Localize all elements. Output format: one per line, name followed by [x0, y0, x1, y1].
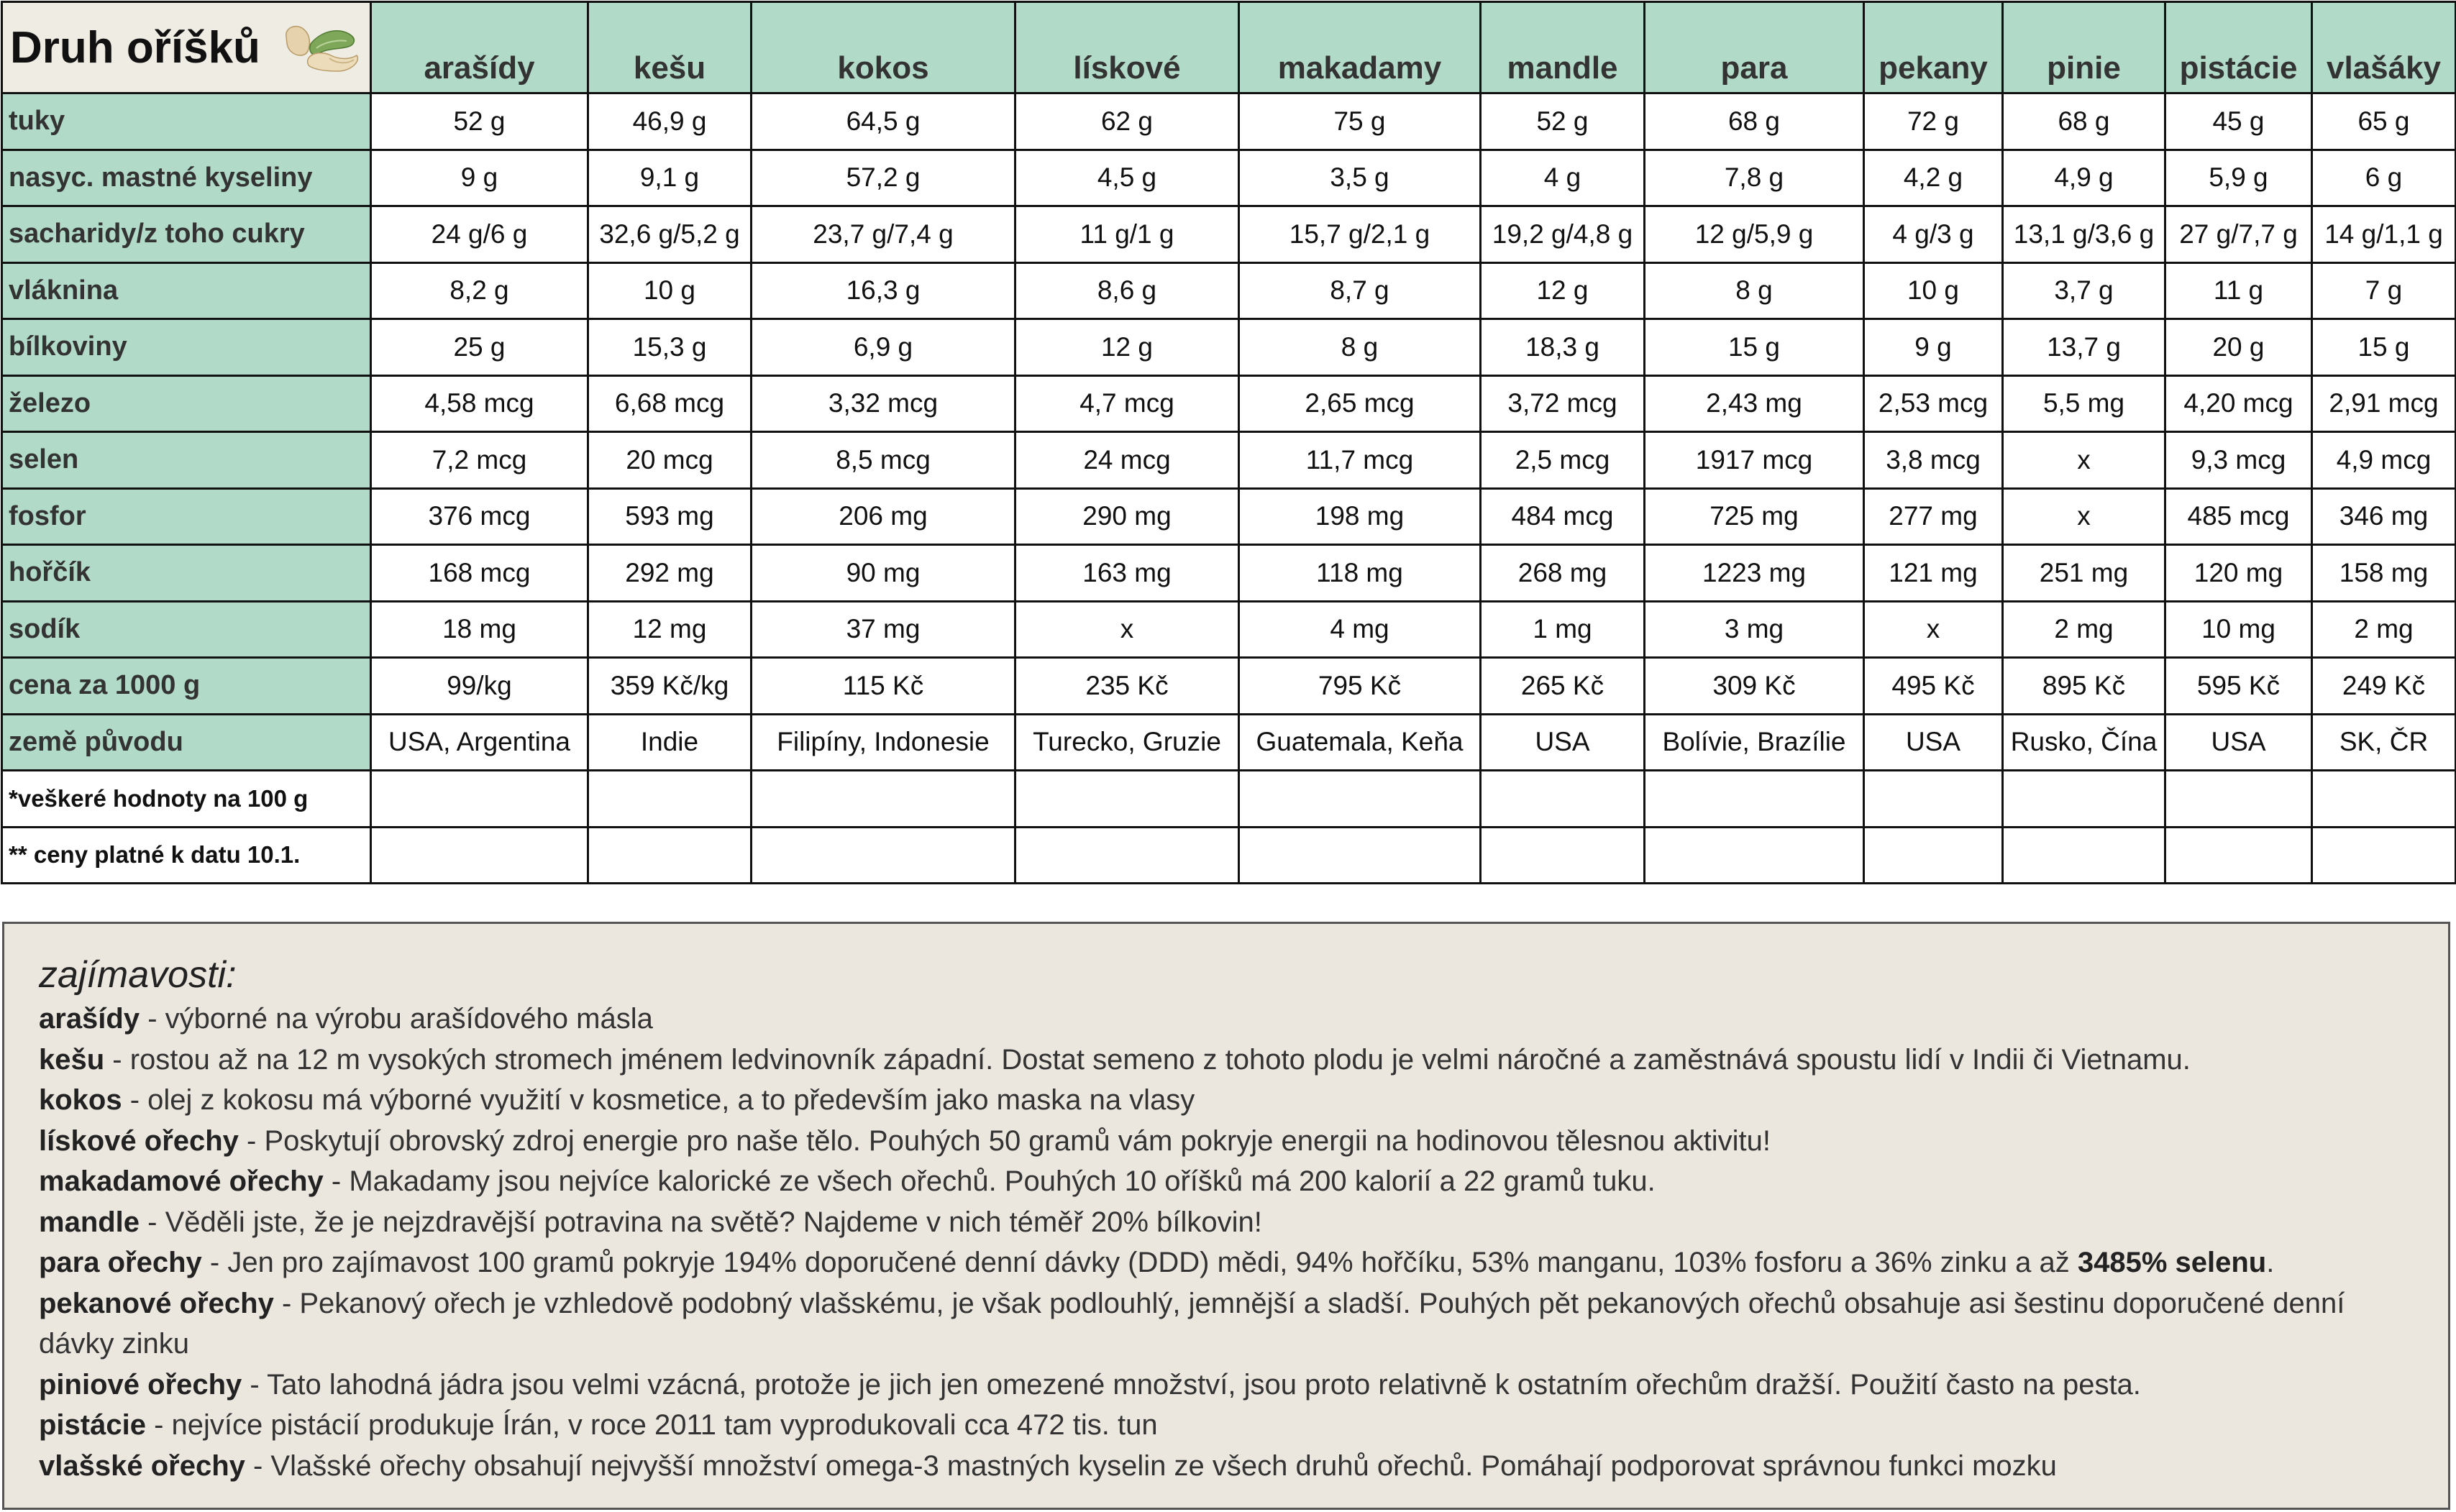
fact-text: - Věděli jste, že je nejzdravější potravina na světě? Najdeme v nich téměř 20% bílkovin! — [140, 1206, 1262, 1238]
fact-name: arašídy — [39, 1003, 140, 1035]
table-cell: 68 g — [2003, 93, 2165, 150]
table-cell: 5,9 g — [2165, 150, 2312, 206]
table-cell: 235 Kč — [1015, 658, 1239, 715]
table-cell: 18,3 g — [1481, 319, 1645, 376]
fact-item — [39, 1040, 2419, 1081]
table-cell: 115 Kč — [752, 658, 1015, 715]
table-cell: USA, Argentina — [371, 714, 588, 771]
table-cell: 163 mg — [1015, 545, 1239, 602]
table-row — [2, 262, 2456, 319]
table-cell: 45 g — [2165, 93, 2312, 150]
table-cell: 99/kg — [371, 658, 588, 715]
table-note-row — [2, 771, 2456, 828]
table-cell: 277 mg — [1864, 488, 2003, 545]
fact-name: kokos — [39, 1084, 122, 1116]
table-cell: 20 g — [2165, 319, 2312, 376]
table-cell: 485 mcg — [2165, 488, 2312, 545]
table-row — [2, 206, 2456, 263]
table-cell: 15,7 g/2,1 g — [1239, 206, 1481, 263]
table-cell: 15,3 g — [588, 319, 752, 376]
table-cell: 3 mg — [1645, 601, 1864, 658]
empty-cell — [1645, 771, 1864, 828]
table-cell: 13,1 g/3,6 g — [2003, 206, 2165, 263]
table-cell: 8 g — [1645, 262, 1864, 319]
table-row — [2, 150, 2456, 206]
table-row — [2, 432, 2456, 489]
table-cell: USA — [1481, 714, 1645, 771]
table-cell: 4 g/3 g — [1864, 206, 2003, 263]
table-cell: Bolívie, Brazílie — [1645, 714, 1864, 771]
table-row — [2, 545, 2456, 602]
table-cell: 15 g — [1645, 319, 1864, 376]
table-row — [2, 93, 2456, 150]
table-cell: 4,58 mcg — [371, 375, 588, 432]
fact-text: - nejvíce pistácií produkuje Írán, v roce 2011 tam vyprodukovali cca 472 tis. tun — [145, 1409, 1158, 1441]
fact-item — [39, 1283, 2419, 1365]
table-cell: 8 g — [1239, 319, 1481, 376]
table-cell: 593 mg — [588, 488, 752, 545]
table-cell: 2 mg — [2003, 601, 2165, 658]
fact-name: makadamové ořechy — [39, 1165, 324, 1197]
table-cell: 10 mg — [2165, 601, 2312, 658]
table-cell: 8,6 g — [1015, 262, 1239, 319]
table-cell: 4,9 mcg — [2312, 432, 2456, 489]
table-cell: 7,2 mcg — [371, 432, 588, 489]
facts-title: zajímavosti: — [39, 954, 237, 996]
row-label: sodík — [2, 601, 371, 658]
fact-name: para ořechy — [39, 1247, 202, 1278]
column-header: kešu — [588, 2, 752, 93]
fact-item — [39, 1446, 2419, 1487]
table-cell: 9,3 mcg — [2165, 432, 2312, 489]
table-cell: 1 mg — [1481, 601, 1645, 658]
empty-cell — [2165, 771, 2312, 828]
row-label: nasyc. mastné kyseliny — [2, 150, 371, 206]
fact-item — [39, 1365, 2419, 1406]
fact-item — [39, 1121, 2419, 1162]
table-cell: 895 Kč — [2003, 658, 2165, 715]
table-cell: 52 g — [1481, 93, 1645, 150]
empty-cell — [588, 771, 752, 828]
table-cell: 4,20 mcg — [2165, 375, 2312, 432]
table-cell: 4 g — [1481, 150, 1645, 206]
table-cell: 7 g — [2312, 262, 2456, 319]
table-cell: 24 mcg — [1015, 432, 1239, 489]
table-cell: 265 Kč — [1481, 658, 1645, 715]
table-cell: Turecko, Gruzie — [1015, 714, 1239, 771]
table-cell: 3,7 g — [2003, 262, 2165, 319]
table-cell: 2,65 mcg — [1239, 375, 1481, 432]
table-cell: 32,6 g/5,2 g — [588, 206, 752, 263]
table-cell: 359 Kč/kg — [588, 658, 752, 715]
table-cell: 8,5 mcg — [752, 432, 1015, 489]
empty-cell — [1015, 771, 1239, 828]
table-cell: Rusko, Čína — [2003, 714, 2165, 771]
table-cell: 2,5 mcg — [1481, 432, 1645, 489]
table-title: Druh oříšků — [10, 22, 260, 73]
empty-cell — [2165, 827, 2312, 884]
empty-cell — [752, 827, 1015, 884]
facts-list — [39, 999, 2419, 1486]
empty-cell — [1481, 771, 1645, 828]
table-cell: 25 g — [371, 319, 588, 376]
table-header-row — [2, 2, 2456, 93]
column-header: lískové — [1015, 2, 1239, 93]
table-row — [2, 319, 2456, 376]
cashew-nut-icon — [279, 15, 365, 80]
row-label: bílkoviny — [2, 319, 371, 376]
fact-text: - Jen pro zajímavost 100 gramů pokryje 194% doporučené denní dávky (DDD) mědi, 94% hořčíku, 53% manganu, 103% fosforu a 36% zinku a až — [201, 1247, 2078, 1278]
fact-text: - Poskytují obrovský zdroj energie pro naše tělo. Pouhých 50 gramů vám pokryje energii na hodinovou tělesnou aktivitu! — [238, 1124, 1771, 1157]
table-cell: Indie — [588, 714, 752, 771]
table-cell: 12 g — [1015, 319, 1239, 376]
table-cell: 27 g/7,7 g — [2165, 206, 2312, 263]
column-header: vlašáky — [2312, 2, 2456, 93]
table-cell: 376 mcg — [371, 488, 588, 545]
table-cell: Filipíny, Indonesie — [752, 714, 1015, 771]
table-cell: 3,5 g — [1239, 150, 1481, 206]
empty-cell — [2003, 771, 2165, 828]
table-cell: x — [2003, 488, 2165, 545]
empty-cell — [371, 827, 588, 884]
column-header: mandle — [1481, 2, 1645, 93]
table-cell: 24 g/6 g — [371, 206, 588, 263]
column-header: pistácie — [2165, 2, 2312, 93]
table-body — [2, 93, 2456, 884]
table-cell: 7,8 g — [1645, 150, 1864, 206]
table-row — [2, 601, 2456, 658]
table-cell: 4,2 g — [1864, 150, 2003, 206]
table-cell: 20 mcg — [588, 432, 752, 489]
column-header: arašídy — [371, 2, 588, 93]
fact-item — [39, 1161, 2419, 1202]
fact-text: - olej z kokosu má výborné využití v kosmetice, a to především jako maska na vlasy — [122, 1084, 1195, 1116]
empty-cell — [371, 771, 588, 828]
table-cell: 10 g — [588, 262, 752, 319]
table-cell: 5,5 mg — [2003, 375, 2165, 432]
table-cell: 795 Kč — [1239, 658, 1481, 715]
row-label: tuky — [2, 93, 371, 150]
fact-name: vlašské ořechy — [39, 1449, 245, 1482]
fact-text: - Pekanový ořech je vzhledově podobný vlašskému, je však podlouhlý, jemnější a sladší. Pouhých pět pekanových ořechů obsahuje asi šestinu doporučené denní dávky zinku — [39, 1287, 2345, 1360]
table-cell: 3,8 mcg — [1864, 432, 2003, 489]
table-cell: 2 mg — [2312, 601, 2456, 658]
table-cell: 309 Kč — [1645, 658, 1864, 715]
table-cell: 37 mg — [752, 601, 1015, 658]
fact-text: - výborné na výrobu arašídového másla — [140, 1003, 653, 1035]
fact-item — [39, 999, 2419, 1040]
table-cell: 9 g — [371, 150, 588, 206]
column-header: makadamy — [1239, 2, 1481, 93]
empty-cell — [588, 827, 752, 884]
table-cell: 65 g — [2312, 93, 2456, 150]
table-cell: 18 mg — [371, 601, 588, 658]
row-label: železo — [2, 375, 371, 432]
fact-name: lískové ořechy — [39, 1124, 239, 1157]
table-cell: 251 mg — [2003, 545, 2165, 602]
empty-cell — [1015, 827, 1239, 884]
table-cell: 484 mcg — [1481, 488, 1645, 545]
table-note: ** ceny platné k datu 10.1. — [2, 827, 371, 884]
table-cell: 118 mg — [1239, 545, 1481, 602]
table-cell: 4,7 mcg — [1015, 375, 1239, 432]
table-cell: 4,5 g — [1015, 150, 1239, 206]
table-cell: 158 mg — [2312, 545, 2456, 602]
table-cell: x — [2003, 432, 2165, 489]
fact-text: - Tato lahodná jádra jsou velmi vzácná, protože je jich jen omezené množství, jsou proto relativně k ostatním ořechům dražší. Použití často na pesta. — [242, 1368, 2141, 1401]
fact-text: - rostou až na 12 m vysokých stromech jménem ledvinovník západní. Dostat semeno z tohoto plodu je velmi náročné a zaměstnává spoustu lidí v Indii či Vietnamu. — [104, 1043, 2191, 1076]
table-cell: SK, ČR — [2312, 714, 2456, 771]
table-cell: 14 g/1,1 g — [2312, 206, 2456, 263]
fact-name: pistácie — [39, 1409, 146, 1441]
table-note-row — [2, 827, 2456, 884]
table-cell: 3,32 mcg — [752, 375, 1015, 432]
table-cell: 11 g/1 g — [1015, 206, 1239, 263]
row-label: vláknina — [2, 262, 371, 319]
table-cell: 12 mg — [588, 601, 752, 658]
table-cell: 268 mg — [1481, 545, 1645, 602]
fun-facts-panel — [2, 922, 2450, 1510]
table-cell: 9,1 g — [588, 150, 752, 206]
table-cell: 2,53 mcg — [1864, 375, 2003, 432]
fact-text: - Makadamy jsou nejvíce kalorické ze všech ořechů. Pouhých 10 oříšků má 200 kalorií a 22 gramů tuku. — [323, 1165, 1656, 1197]
fact-text-end: . — [2266, 1247, 2275, 1278]
empty-cell — [1239, 771, 1481, 828]
table-cell: x — [1864, 601, 2003, 658]
table-cell: 72 g — [1864, 93, 2003, 150]
table-cell: 595 Kč — [2165, 658, 2312, 715]
table-cell: 57,2 g — [752, 150, 1015, 206]
table-cell: 10 g — [1864, 262, 2003, 319]
fact-name: mandle — [39, 1206, 140, 1238]
table-cell: 249 Kč — [2312, 658, 2456, 715]
table-cell: 90 mg — [752, 545, 1015, 602]
table-corner-title — [2, 2, 371, 93]
table-cell: 6 g — [2312, 150, 2456, 206]
table-cell: 1917 mcg — [1645, 432, 1864, 489]
table-cell: 23,7 g/7,4 g — [752, 206, 1015, 263]
empty-cell — [1239, 827, 1481, 884]
table-cell: 120 mg — [2165, 545, 2312, 602]
nutrition-table — [1, 1, 2456, 884]
empty-cell — [1645, 827, 1864, 884]
table-cell: 9 g — [1864, 319, 2003, 376]
column-header: kokos — [752, 2, 1015, 93]
table-cell: 6,9 g — [752, 319, 1015, 376]
fact-text: - Vlašské ořechy obsahují nejvyšší množství omega-3 mastných kyselin ze všech druhů ořechů. Pomáhají podporovat správnou funkci mozku — [245, 1449, 2057, 1482]
table-row — [2, 714, 2456, 771]
table-cell: 2,91 mcg — [2312, 375, 2456, 432]
empty-cell — [1481, 827, 1645, 884]
table-cell: USA — [1864, 714, 2003, 771]
row-label: cena za 1000 g — [2, 658, 371, 715]
table-cell: 206 mg — [752, 488, 1015, 545]
fact-item — [39, 1080, 2419, 1121]
table-cell: 64,5 g — [752, 93, 1015, 150]
table-cell: x — [1015, 601, 1239, 658]
column-header: pinie — [2003, 2, 2165, 93]
table-cell: 3,72 mcg — [1481, 375, 1645, 432]
row-label: fosfor — [2, 488, 371, 545]
table-cell: 292 mg — [588, 545, 752, 602]
table-cell: 6,68 mcg — [588, 375, 752, 432]
table-row — [2, 658, 2456, 715]
table-cell: 168 mcg — [371, 545, 588, 602]
table-note: *veškeré hodnoty na 100 g — [2, 771, 371, 828]
table-cell: USA — [2165, 714, 2312, 771]
table-cell: 16,3 g — [752, 262, 1015, 319]
table-cell: 13,7 g — [2003, 319, 2165, 376]
table-cell: 8,7 g — [1239, 262, 1481, 319]
row-label: hořčík — [2, 545, 371, 602]
table-cell: 495 Kč — [1864, 658, 2003, 715]
empty-cell — [1864, 771, 2003, 828]
empty-cell — [752, 771, 1015, 828]
table-cell: 52 g — [371, 93, 588, 150]
empty-cell — [2003, 827, 2165, 884]
table-cell: 1223 mg — [1645, 545, 1864, 602]
column-header: pekany — [1864, 2, 2003, 93]
table-cell: 2,43 mg — [1645, 375, 1864, 432]
table-row — [2, 375, 2456, 432]
column-header: para — [1645, 2, 1864, 93]
fact-item — [39, 1242, 2419, 1283]
table-cell: 346 mg — [2312, 488, 2456, 545]
empty-cell — [1864, 827, 2003, 884]
table-cell: 12 g/5,9 g — [1645, 206, 1864, 263]
fact-item — [39, 1405, 2419, 1446]
fact-item — [39, 1202, 2419, 1243]
table-cell: 4,9 g — [2003, 150, 2165, 206]
table-cell: 15 g — [2312, 319, 2456, 376]
table-cell: 12 g — [1481, 262, 1645, 319]
table-cell: 725 mg — [1645, 488, 1864, 545]
table-cell: 75 g — [1239, 93, 1481, 150]
fact-highlight: 3485% selenu — [2077, 1247, 2267, 1278]
table-cell: 290 mg — [1015, 488, 1239, 545]
row-label: země původu — [2, 714, 371, 771]
table-cell: 8,2 g — [371, 262, 588, 319]
table-cell: 46,9 g — [588, 93, 752, 150]
table-cell: 11,7 mcg — [1239, 432, 1481, 489]
table-cell: 19,2 g/4,8 g — [1481, 206, 1645, 263]
fact-name: kešu — [39, 1043, 105, 1076]
empty-cell — [2312, 827, 2456, 884]
fact-name: pekanové ořechy — [39, 1287, 274, 1319]
table-cell: Guatemala, Keňa — [1239, 714, 1481, 771]
empty-cell — [2312, 771, 2456, 828]
table-cell: 198 mg — [1239, 488, 1481, 545]
table-cell: 68 g — [1645, 93, 1864, 150]
fact-name: piniové ořechy — [39, 1368, 242, 1401]
table-cell: 11 g — [2165, 262, 2312, 319]
table-cell: 4 mg — [1239, 601, 1481, 658]
table-cell: 62 g — [1015, 93, 1239, 150]
row-label: selen — [2, 432, 371, 489]
table-row — [2, 488, 2456, 545]
table-cell: 121 mg — [1864, 545, 2003, 602]
row-label: sacharidy/z toho cukry — [2, 206, 371, 263]
